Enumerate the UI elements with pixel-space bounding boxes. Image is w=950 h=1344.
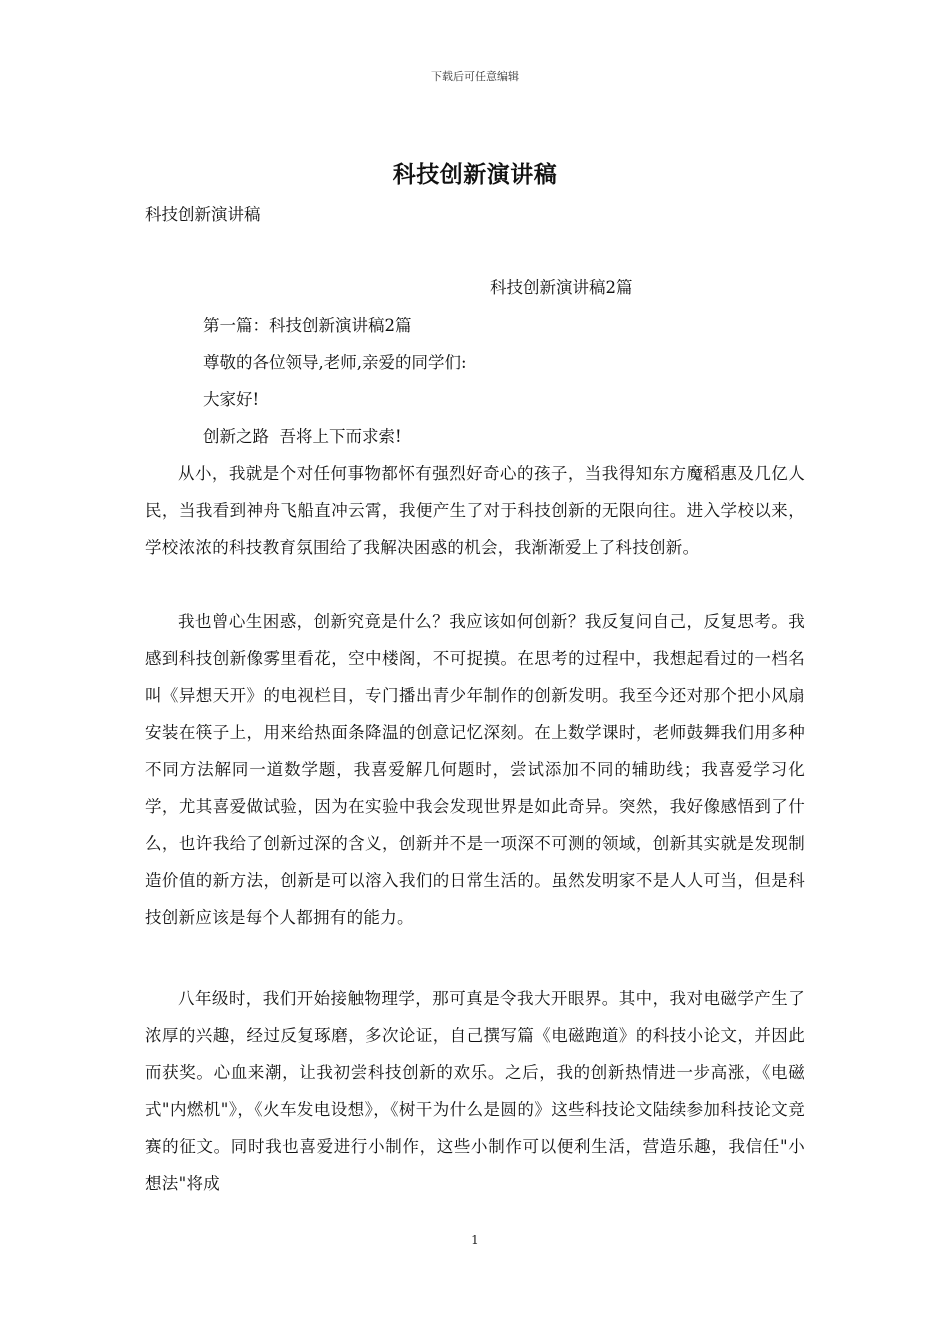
page-number: 1 [471,1233,479,1247]
part-heading-line: 第一篇：科技创新演讲稿2篇 [203,316,412,335]
body-paragraph: 八年级时，我们开始接触物理学，那可真是令我大开眼界。其中，我对电磁学产生了浓厚的兴趣，经过反复琢磨，多次论证，自己撰写篇《电磁跑道》的科技小论文，并因此而获奖。心血来潮，让我初尝科技创新的欢乐。之后，我的创新热情进一步高涨，《电磁式"内燃机"》，《火车发电设想》，《树干为什么是圆的》这些科技论文陆续参加科技论文竞赛的征文。同时我也喜爱进行小制作，这些小制作可以便利生活，营造乐趣，我信任"小想法"将成 [145,989,805,1193]
header-note: 下载后可任意编辑 [431,70,519,83]
opening-lines [203,313,467,461]
section-heading: 科技创新演讲稿2篇 [490,278,633,297]
body-paragraph: 从小，我就是个对任何事物都怀有强烈好奇心的孩子，当我得知东方魔稻惠及几亿人民，当我看到神舟飞船直冲云霄，我便产生了对于科技创新的无限向往。进入学校以来，学校浓浓的科技教育氛围给了我解决困惑的机会，我渐渐爱上了科技创新。 [145,464,805,557]
body-paragraph: 我也曾心生困惑，创新究竟是什么？我应该如何创新？我反复问自己，反复思考。我感到科技创新像雾里看花，空中楼阁，不可捉摸。在思考的过程中，我想起看过的一档名叫《异想天开》的电视栏目，专门播出青少年制作的创新发明。我至今还对那个把小风扇安装在筷子上，用来给热面条降温的创意记忆深刻。在上数学课时，老师鼓舞我们用多种不同方法解同一道数学题，我喜爱解几何题时，尝试添加不同的辅助线；我喜爱学习化学，尤其喜爱做试验，因为在实验中我会发现世界是如此奇异。突然，我好像感悟到了什么，也许我给了创新过深的含义，创新并不是一项深不可测的领域，创新其实就是发现制造价值的新方法，创新是可以溶入我们的日常生活的。虽然发明家不是人人可当，但是科技创新应该是每个人都拥有的能力。 [145,612,805,927]
document-subtitle: 科技创新演讲稿 [145,205,261,224]
motto-line: 创新之路 吾将上下而求索! [203,427,402,446]
greeting-line: 大家好! [203,390,260,409]
document-title: 科技创新演讲稿 [392,161,558,188]
salutation-line: 尊敬的各位领导,老师,亲爱的同学们: [203,353,467,372]
